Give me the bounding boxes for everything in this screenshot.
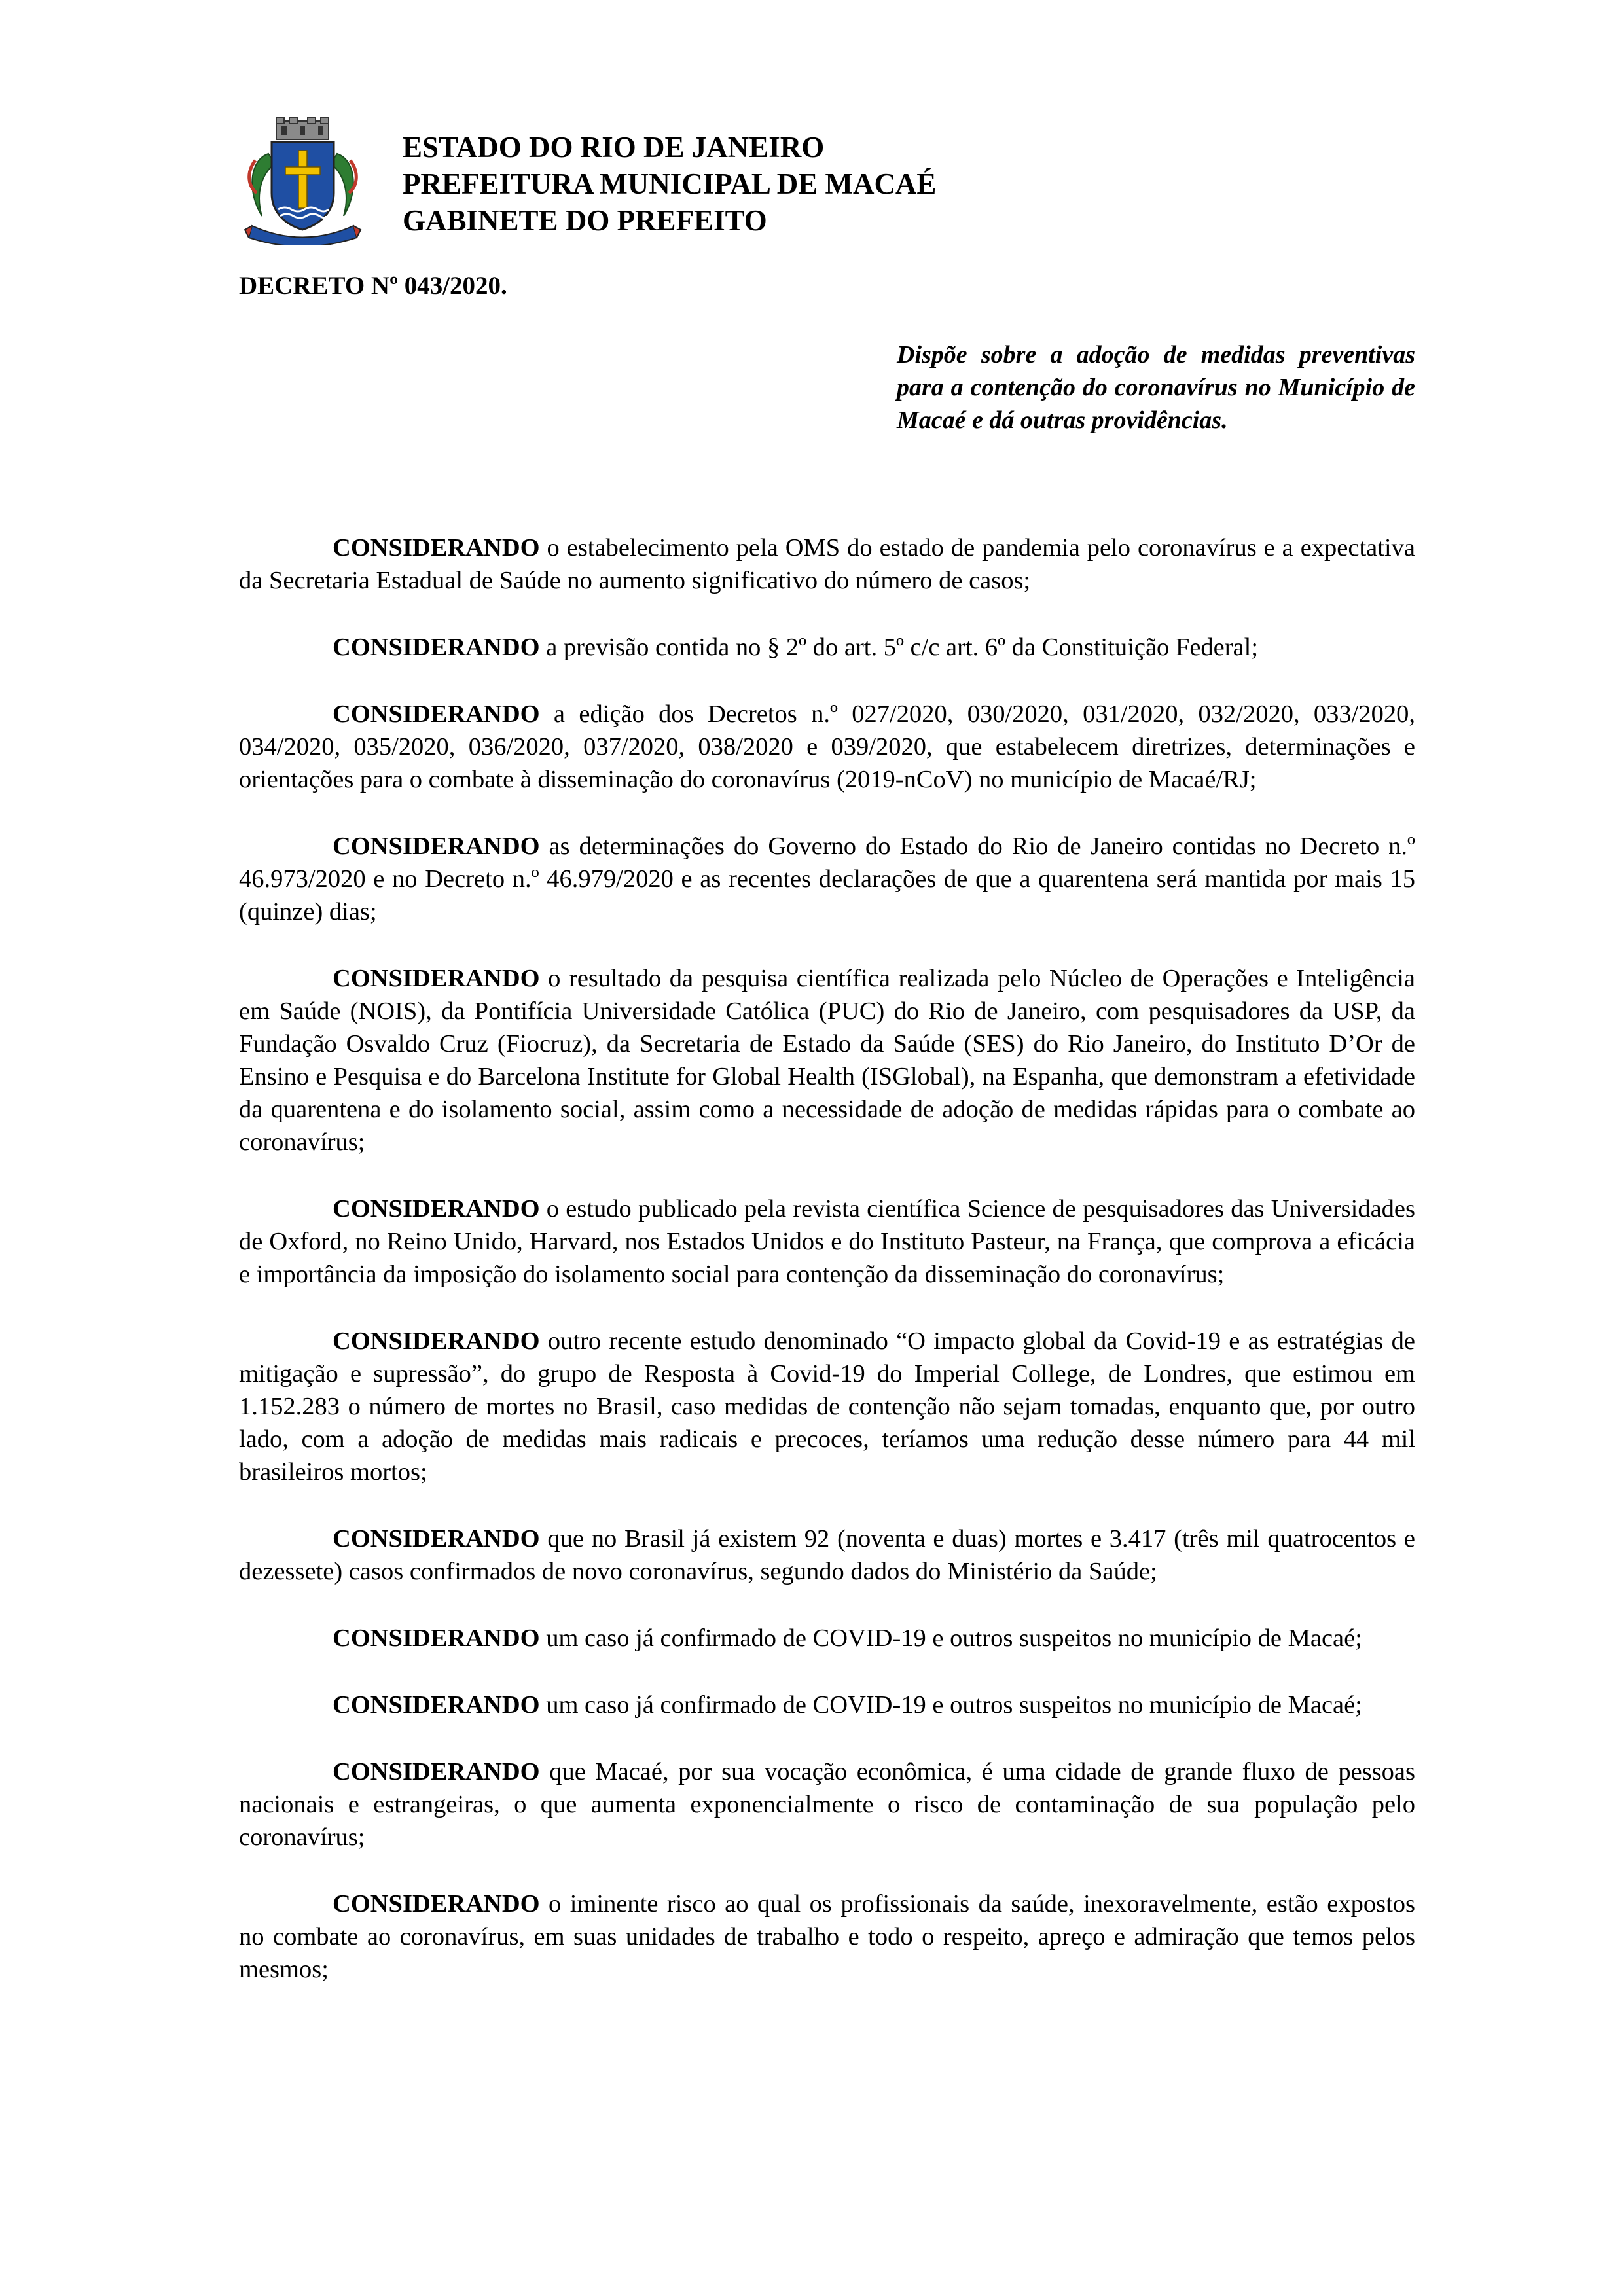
paragraph-lead: CONSIDERANDO <box>333 1691 540 1719</box>
paragraph <box>239 830 1415 928</box>
paragraph <box>239 1193 1415 1291</box>
paragraph-lead: CONSIDERANDO <box>333 965 540 992</box>
paragraph-text: que Macaé, por sua vocação econômica, é uma cidade de grande fluxo de pessoas nacionais e estrangeiras, o que aumenta exponencialmente o risco de contaminação de sua população pelo coronavírus; <box>239 1758 1415 1851</box>
paragraph-text: a edição dos Decretos n.º 027/2020, 030/2020, 031/2020, 032/2020, 033/2020, 034/2020, 035/2020, 036/2020, 037/2020, 038/2020 e 039/2020, que estabelecem diretrizes, determinações e orientações para o combate à disseminação do coronavírus (2019-nCoV) no município de Macaé/RJ; <box>239 700 1415 793</box>
paragraph-lead: CONSIDERANDO <box>333 1525 540 1552</box>
paragraph-lead: CONSIDERANDO <box>333 700 540 728</box>
paragraph-text: a previsão contida no § 2º do art. 5º c/c art. 6º da Constituição Federal; <box>539 634 1259 661</box>
letterhead <box>242 115 1420 245</box>
paragraph <box>239 531 1415 597</box>
paragraph-lead: CONSIDERANDO <box>333 833 540 860</box>
paragraph-lead: CONSIDERANDO <box>333 1195 540 1223</box>
paragraph-text: que no Brasil já existem 92 (noventa e duas) mortes e 3.417 (três mil quatrocentos e dezessete) casos confirmados de novo coronavírus, segundo dados do Ministério da Saúde; <box>239 1525 1415 1585</box>
paragraph-text: o estudo publicado pela revista científica Science de pesquisadores das Universidades de Oxford, no Reino Unido, Harvard, nos Estados Unidos e do Instituto Pasteur, na França, que comprova a eficácia e importância da imposição do isolamento social para contenção da disseminação do coronavírus; <box>239 1195 1415 1288</box>
coat-of-arms-icon <box>242 115 363 245</box>
paragraph-lead: CONSIDERANDO <box>333 1327 540 1355</box>
document-body <box>239 531 1415 2020</box>
paragraph-lead: CONSIDERANDO <box>333 534 540 562</box>
paragraph-text: o estabelecimento pela OMS do estado de pandemia pelo coronavírus e a expectativa da Secretaria Estadual de Saúde no aumento significativo do número de casos; <box>239 534 1415 594</box>
paragraph <box>239 1622 1415 1655</box>
paragraph <box>239 962 1415 1158</box>
paragraph-lead: CONSIDERANDO <box>333 1890 540 1918</box>
paragraph-text: um caso já confirmado de COVID-19 e outros suspeitos no município de Macaé; <box>539 1624 1362 1652</box>
paragraph <box>239 698 1415 796</box>
header-office: GABINETE DO PREFEITO <box>403 204 767 237</box>
paragraph-text: outro recente estudo denominado “O impacto global da Covid-19 e as estratégias de mitigação e supressão”, do grupo de Resposta à Covid-19 do Imperial College, de Londres, que estimou em 1.152.283 o número de mortes no Brasil, caso medidas de contenção não sejam tomadas, enquanto que, por outro lado, com a adoção de medidas mais radicais e precoces, teríamos uma redução desse número para 44 mil brasileiros mortos; <box>239 1327 1415 1486</box>
paragraph <box>239 1522 1415 1588</box>
header-state: ESTADO DO RIO DE JANEIRO <box>403 131 825 164</box>
paragraph-text: o iminente risco ao qual os profissionais da saúde, inexoravelmente, estão expostos no combate ao coronavírus, em suas unidades de trabalho e todo o respeito, apreço e admiração que temos pelos mesmos; <box>239 1890 1415 1983</box>
paragraph-lead: CONSIDERANDO <box>333 1758 540 1785</box>
paragraph-lead: CONSIDERANDO <box>333 634 540 661</box>
paragraph-lead: CONSIDERANDO <box>333 1624 540 1652</box>
paragraph <box>239 1325 1415 1488</box>
decree-summary: Dispõe sobre a adoção de medidas preventivas para a contenção do coronavírus no Município de Macaé e dá outras providências. <box>897 341 1415 434</box>
paragraph <box>239 1689 1415 1721</box>
paragraph <box>239 1888 1415 1986</box>
paragraph <box>239 1755 1415 1854</box>
paragraph-text: as determinações do Governo do Estado do Rio de Janeiro contidas no Decreto n.º 46.973/2020 e no Decreto n.º 46.979/2020 e as recentes declarações de que a quarentena será mantida por mais 15 (quinze) dias; <box>239 833 1415 925</box>
paragraph-text: o resultado da pesquisa científica realizada pelo Núcleo de Operações e Inteligência em Saúde (NOIS), da Pontifícia Universidade Católica (PUC) do Rio de Janeiro, com pesquisadores da USP, da Fundação Osvaldo Cruz (Fiocruz), da Secretaria de Estado da Saúde (SES) do Rio Janeiro, do Instituto D’Or de Ensino e Pesquisa e do Barcelona Institute for Global Health (ISGlobal), na Espanha, que demonstram a efetividade da quarentena e do isolamento social, assim como a necessidade de adoção de medidas rápidas para o combate ao coronavírus; <box>239 965 1415 1156</box>
header-prefecture: PREFEITURA MUNICIPAL DE MACAÉ <box>403 168 937 200</box>
letterhead-text <box>403 129 936 239</box>
decree-number: DECRETO Nº 043/2020. <box>239 272 507 300</box>
paragraph <box>239 631 1415 664</box>
paragraph-text: um caso já confirmado de COVID-19 e outros suspeitos no município de Macaé; <box>539 1691 1362 1719</box>
